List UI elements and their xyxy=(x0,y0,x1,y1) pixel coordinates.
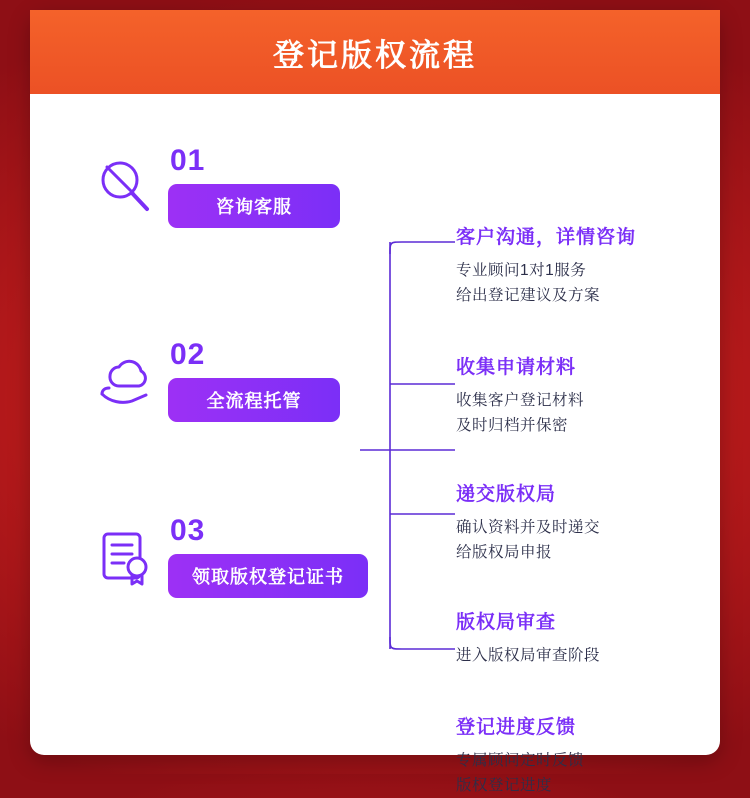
detail-1-title: 客户沟通，详情咨询 xyxy=(456,227,637,248)
process-card xyxy=(30,10,720,794)
detail-5-line-2: 版权登记进度 xyxy=(456,777,553,794)
hand-cloud-icon xyxy=(94,350,156,412)
card-header xyxy=(30,10,720,94)
detail-1-line-2: 给出登记建议及方案 xyxy=(456,287,601,304)
step-1-label[interactable]: 咨询客服 xyxy=(168,184,340,228)
detail-1-line-1: 专业顾问1对1服务 xyxy=(456,262,587,279)
detail-3 xyxy=(456,479,706,565)
detail-3-line-2: 给版权局申报 xyxy=(456,544,553,561)
detail-4 xyxy=(456,607,706,668)
detail-2-line-2: 及时归档并保密 xyxy=(456,417,569,434)
detail-4-title: 版权局审查 xyxy=(456,612,557,633)
step-2-label[interactable]: 全流程托管 xyxy=(168,378,340,422)
card-body xyxy=(30,94,720,794)
certificate-icon xyxy=(94,526,156,588)
step-1-number: 01 xyxy=(170,144,206,177)
step-3-number: 03 xyxy=(170,514,206,547)
detail-2-line-1: 收集客户登记材料 xyxy=(456,392,585,409)
detail-5-title: 登记进度反馈 xyxy=(456,717,577,738)
detail-3-line-1: 确认资料并及时递交 xyxy=(456,519,601,536)
step-2[interactable] xyxy=(72,328,402,448)
step-3-label[interactable]: 领取版权登记证书 xyxy=(168,554,368,598)
step-1[interactable] xyxy=(72,134,402,254)
detail-2-title: 收集申请材料 xyxy=(456,357,577,378)
detail-5-line-1: 专属顾问定时反馈 xyxy=(456,752,585,769)
detail-2 xyxy=(456,352,706,438)
detail-1 xyxy=(456,222,706,308)
detail-5 xyxy=(456,712,706,798)
detail-3-title: 递交版权局 xyxy=(456,484,557,505)
step-3[interactable] xyxy=(72,504,402,624)
page-title: 登记版权流程 xyxy=(273,37,477,73)
detail-4-line-1: 进入版权局审查阶段 xyxy=(456,647,601,664)
magnifier-icon xyxy=(94,156,156,218)
step-2-number: 02 xyxy=(170,338,206,371)
